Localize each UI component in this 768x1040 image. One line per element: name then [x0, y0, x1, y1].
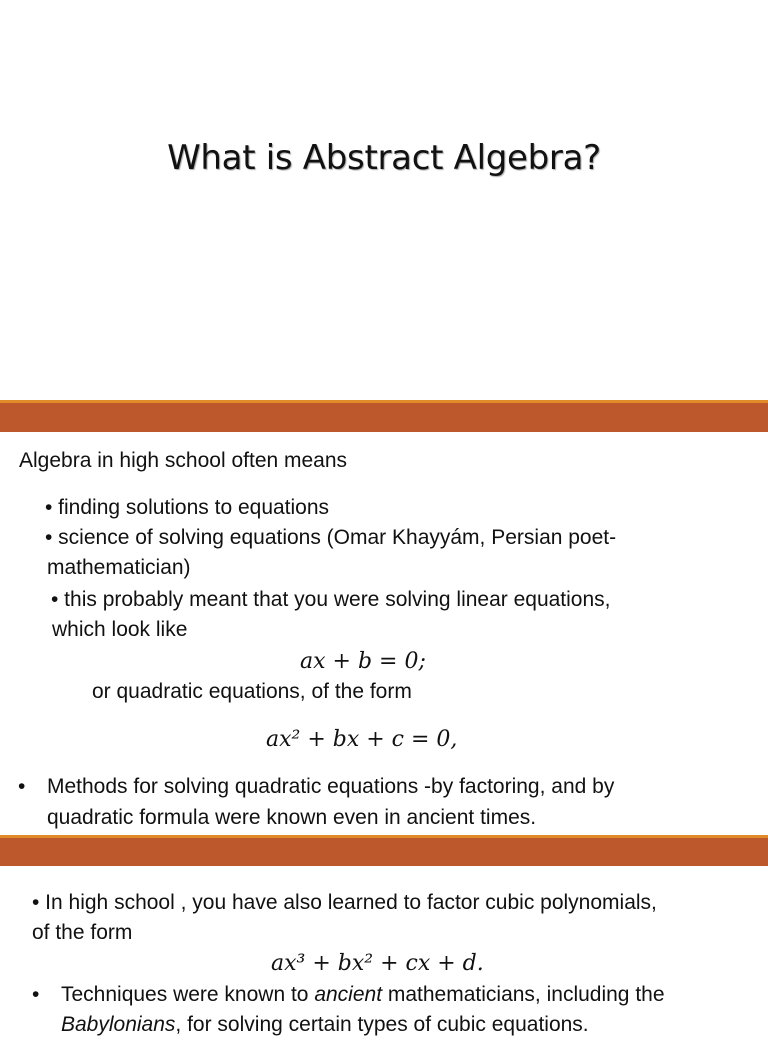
equation-quadratic: ax² + bx + c = 0, — [266, 727, 458, 752]
quadratic-intro: or quadratic equations, of the form — [92, 680, 412, 703]
bullet-techniques-line2 — [61, 1009, 589, 1040]
bullet-cubic-line1: • In high school , you have also learned to factor cubic polynomials, — [32, 891, 657, 914]
slide-title-page — [0, 0, 768, 400]
intro-text: Algebra in high school often means — [19, 449, 348, 472]
bullet-methods-line2: quadratic formula were known even in ancient times. — [47, 806, 537, 829]
slide-cubic-polynomials — [0, 866, 768, 1036]
ancient-emphasis: ancient — [314, 983, 383, 1006]
bullet-marker: • — [32, 983, 40, 1006]
slide-title: What is Abstract Algebra? — [167, 138, 601, 178]
bullet-science-line2: mathematician) — [47, 556, 191, 579]
bullet-linear-line1: • this probably meant that you were solving linear equations, — [51, 588, 611, 611]
bullet-finding-solutions: • finding solutions to equations — [45, 496, 330, 519]
bullet-cubic-line2: of the form — [32, 921, 133, 944]
slide-algebra-high-school — [0, 432, 768, 835]
bullet-linear-line2: which look like — [52, 618, 188, 641]
slide-separator — [0, 835, 768, 866]
bullet-marker: • — [18, 775, 26, 798]
bullet-science-line1: • science of solving equations (Omar Khayyám, Persian poet- — [45, 526, 617, 549]
slide-separator — [0, 400, 768, 432]
techniques-text: Techniques were known to — [61, 983, 315, 1006]
babylonians-emphasis: Babylonians — [61, 1013, 176, 1036]
techniques-text-end: mathematicians, including the — [382, 983, 665, 1006]
bullet-techniques-line1 — [61, 979, 665, 1010]
bullet-methods-line1: Methods for solving quadratic equations -by factoring, and by — [47, 775, 615, 798]
techniques-line2-text: , for solving certain types of cubic equations. — [175, 1013, 589, 1036]
equation-cubic: ax³ + bx² + cx + d. — [271, 951, 484, 976]
equation-linear: ax + b = 0; — [300, 649, 426, 674]
